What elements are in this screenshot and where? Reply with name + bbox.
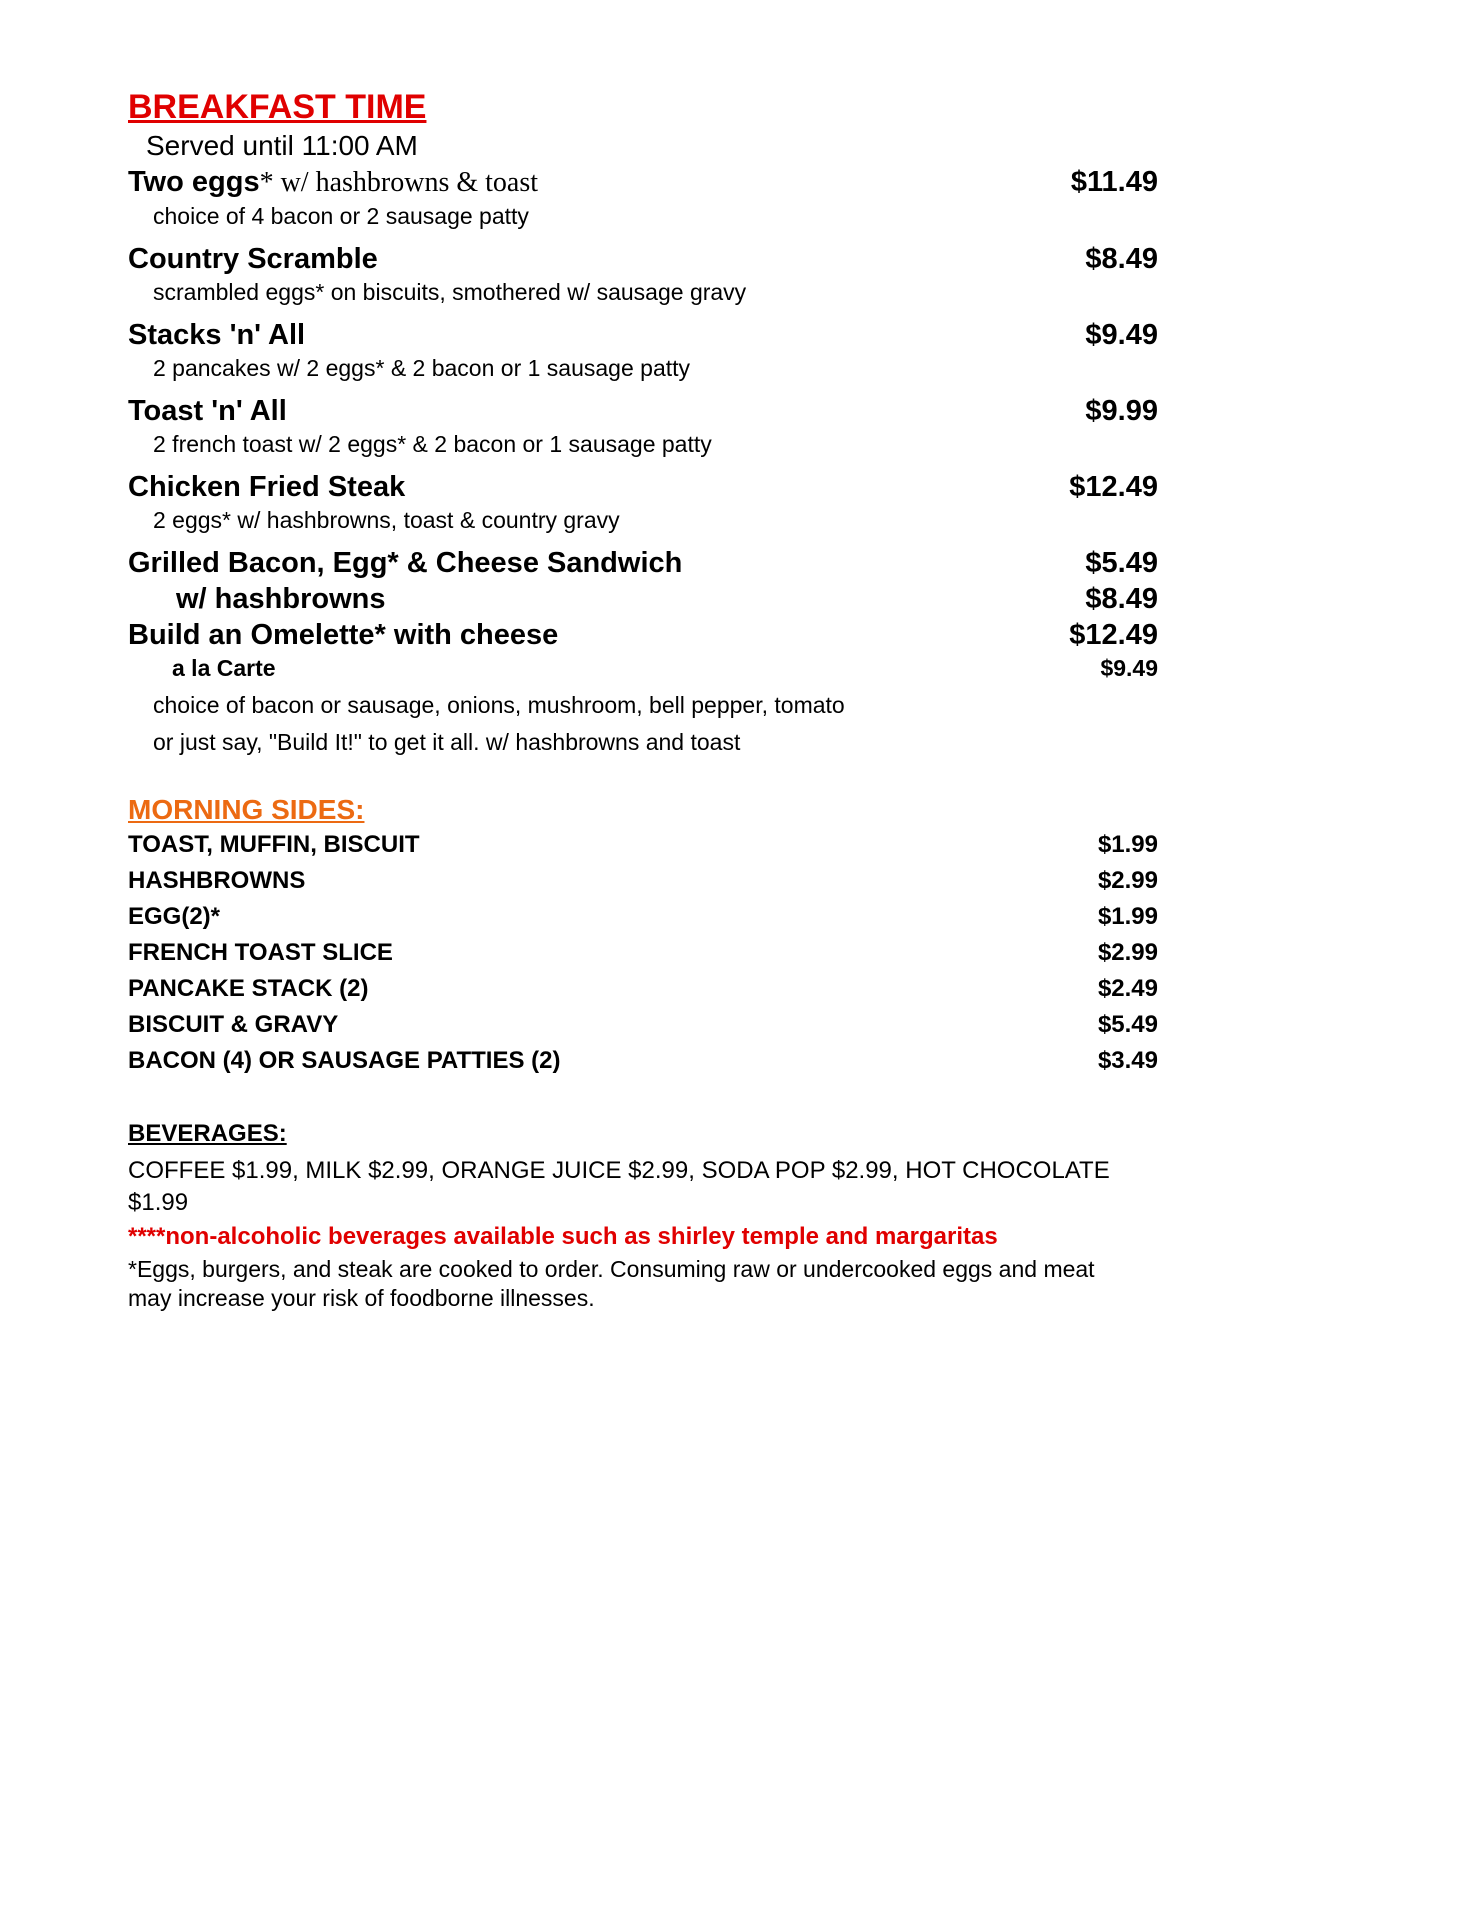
item-name-rest: * w/ hashbrowns & toast [259,167,539,198]
side-name: FRENCH TOAST SLICE [128,939,393,966]
side-price: $2.49 [1097,975,1158,1002]
served-until: Served until 11:00 AM [146,130,418,161]
side-price: $2.99 [1097,939,1158,966]
menu-item-omelette [128,617,1158,653]
item-description: scrambled eggs* on biscuits, smothered w/ sausage gravy [153,279,747,305]
sides-title: MORNING SIDES: [128,794,365,825]
omelette-description-2: or just say, "Build It!" to get it all. w/ hashbrowns and toast [153,729,741,755]
item-name: Build an Omelette* with cheese [128,619,559,651]
beverages-list: COFFEE $1.99, MILK $2.99, ORANGE JUICE $2.99, SODA POP $2.99, HOT CHOCOLATE $1.99 [128,1157,1110,1216]
side-price: $5.49 [1097,1011,1158,1038]
beverages-title: BEVERAGES: [128,1120,287,1147]
side-name: EGG(2)* [128,903,221,930]
item-price: $12.49 [1069,619,1158,651]
menu-item [128,241,1158,277]
menu-item-variant [128,581,1158,617]
item-name: Country Scramble [128,243,378,275]
item-description: 2 eggs* w/ hashbrowns, toast & country gravy [153,507,620,533]
omelette-description: choice of bacon or sausage, onions, mushroom, bell pepper, tomato [153,692,845,718]
item-description: 2 french toast w/ 2 eggs* & 2 bacon or 1 sausage patty [153,431,712,457]
side-name: BACON (4) OR SAUSAGE PATTIES (2) [128,1047,561,1074]
menu-item [128,545,1158,581]
item-variant-price: $8.49 [1085,583,1158,615]
side-item [128,1043,1158,1079]
side-price: $1.99 [1097,831,1158,858]
item-price: $9.99 [1085,395,1158,427]
item-name: Chicken Fried Steak [128,471,406,503]
item-price: $5.49 [1085,547,1158,579]
side-name: BISCUIT & GRAVY [128,1011,339,1038]
item-price: $11.49 [1070,166,1158,198]
side-name: HASHBROWNS [128,867,306,894]
item-name: Stacks 'n' All [128,319,306,351]
item-name: Grilled Bacon, Egg* & Cheese Sandwich [128,547,683,579]
menu-item [128,393,1158,429]
alacarte-price: $9.49 [1100,655,1158,681]
menu-item [128,164,1158,201]
menu-item [128,317,1158,353]
item-name: Toast 'n' All [128,395,287,427]
item-variant-name: w/ hashbrowns [176,583,386,615]
side-price: $1.99 [1097,903,1158,930]
food-safety-disclaimer: *Eggs, burgers, and steak are cooked to order. Consuming raw or undercooked eggs and meat [128,1256,1095,1282]
item-price: $12.49 [1069,471,1158,503]
item-description: choice of 4 bacon or 2 sausage patty [153,203,529,229]
side-price: $3.49 [1097,1047,1158,1074]
food-safety-disclaimer-2: may increase your risk of foodborne illnesses. [128,1285,595,1311]
item-name: Two eggs [128,166,260,198]
side-item [128,1007,1158,1043]
alacarte-label: a la Carte [172,655,276,681]
side-item [128,971,1158,1007]
item-description: 2 pancakes w/ 2 eggs* & 2 bacon or 1 sausage patty [153,355,691,381]
side-item [128,863,1158,899]
breakfast-title: BREAKFAST TIME [128,88,427,126]
menu-content [128,86,1158,1313]
beverages-note: ****non-alcoholic beverages available such as shirley temple and margaritas [128,1223,998,1250]
side-name: TOAST, MUFFIN, BISCUIT [128,831,420,858]
item-price: $9.49 [1085,319,1158,351]
side-item [128,899,1158,935]
item-price: $8.49 [1085,243,1158,275]
side-price: $2.99 [1097,867,1158,894]
side-item [128,935,1158,971]
omelette-alacarte [128,653,1158,683]
side-item [128,827,1158,863]
menu-item [128,469,1158,505]
side-name: PANCAKE STACK (2) [128,975,369,1002]
